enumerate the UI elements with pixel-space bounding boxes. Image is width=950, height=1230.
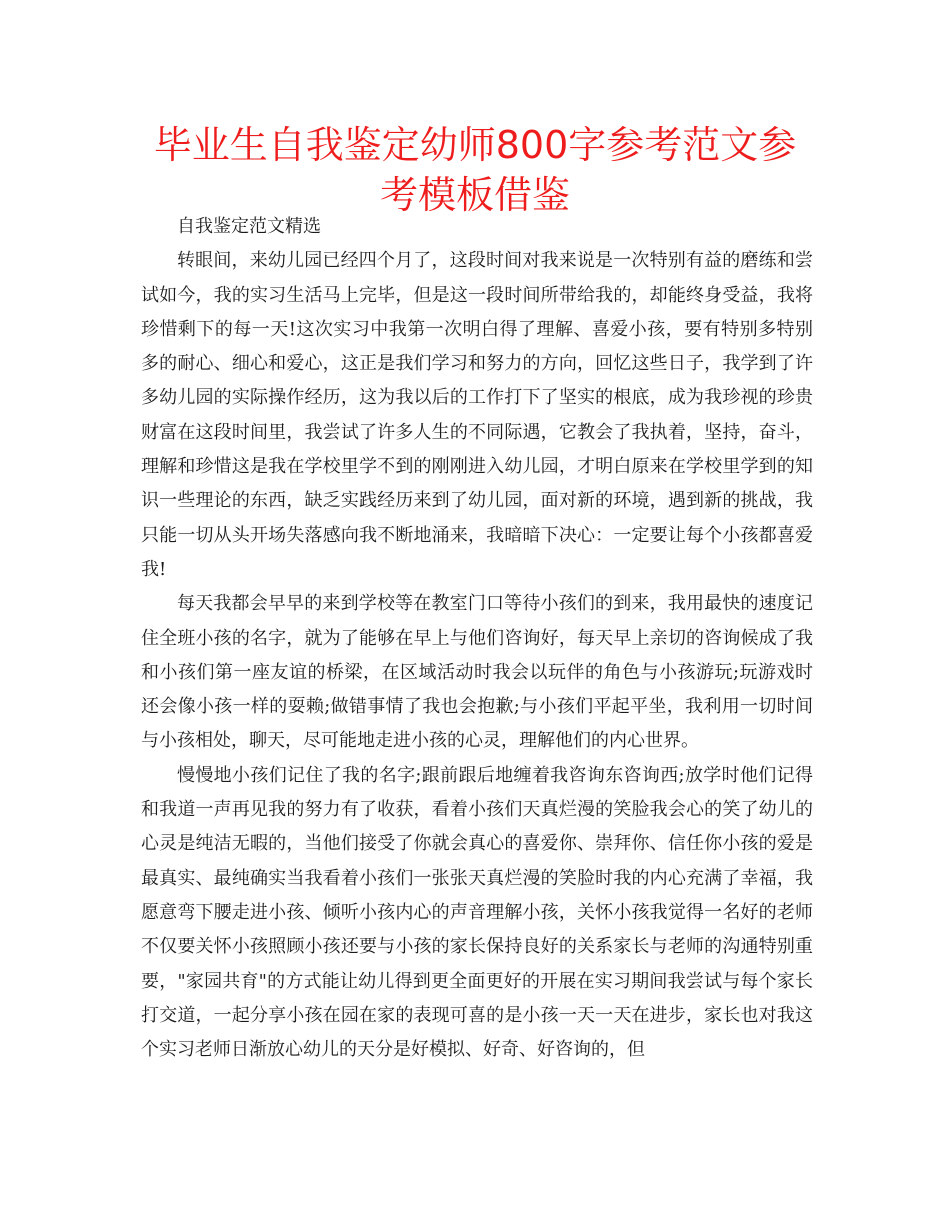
paragraph: 转眼间，来幼儿园已经四个月了，这段时间对我来说是一次特别有益的磨练和尝试如今，我的实习生活马上完毕，但是这一段时间所带给我的，却能终身受益，我将珍惜剩下的每一天!这次实习中我第一次明白得了理解、喜爱小孩，要有特别多特别多的耐心、细心和爱心，这正是我们学习和努力的方向，回忆这些日子，我学到了许多幼儿园的实际操作经历，这为我以后的工作打下了坚实的根底，成为我珍视的珍贵财富在这段时间里，我尝试了许多人生的不同际遇，它教会了我执着，坚持，奋斗，理解和珍惜这是我在学校里学不到的刚刚进入幼儿园，才明白原来在学校里学到的知识一些理论的东西，缺乏实践经历来到了幼儿园，面对新的环境，遇到新的挑战，我只能一切从头开场失落感向我不断地涌来，我暗暗下决心：一定要让每个小孩都喜爱我! [141,250,813,580]
paragraph: 慢慢地小孩们记住了我的名字;跟前跟后地缠着我咨询东咨询西;放学时他们记得和我道一声再见我的努力有了收获，看着小孩们天真烂漫的笑脸我会心的笑了幼儿的心灵是纯洁无暇的，当他们接受了你就会真心的喜爱你、崇拜你、信任你小孩的爱是最真实、最纯确实当我看着小孩们一张张天真烂漫的笑脸时我的内心充满了幸福，我愿意弯下腰走进小孩、倾听小孩内心的声音理解小孩，关怀小孩我觉得一名好的老师不仅要关怀小孩照顾小孩还要与小孩的家长保持良好的关系家长与老师的沟通特别重要，"家园共育"的方式能让幼儿得到更全面更好的开展在实习期间我尝试与每个家长打交道，一起分享小孩在园在家的表现可喜的是小孩一天一天在进步，家长也对我这个实习老师日渐放心幼儿的天分是好模拟、好奇、好咨询的，但 [141,764,813,1061]
paragraph: 每天我都会早早的来到学校等在教室门口等待小孩们的到来，我用最快的速度记住全班小孩的名字，就为了能够在早上与他们咨询好，每天早上亲切的咨询候成了我和小孩们第一座友谊的桥梁，在区域活动时我会以玩伴的角色与小孩游玩;玩游戏时还会像小孩一样的耍赖;做错事情了我也会抱歉;与小孩们平起平坐，我利用一切时间与小孩相处，聊天，尽可能地走进小孩的心灵，理解他们的内心世界。 [141,593,813,752]
document-title: 毕业生自我鉴定幼师800字参考范文参考模板借鉴 [153,123,797,217]
document-body [141,210,813,1067]
paragraph-heading: 自我鉴定范文精选 [177,216,321,237]
